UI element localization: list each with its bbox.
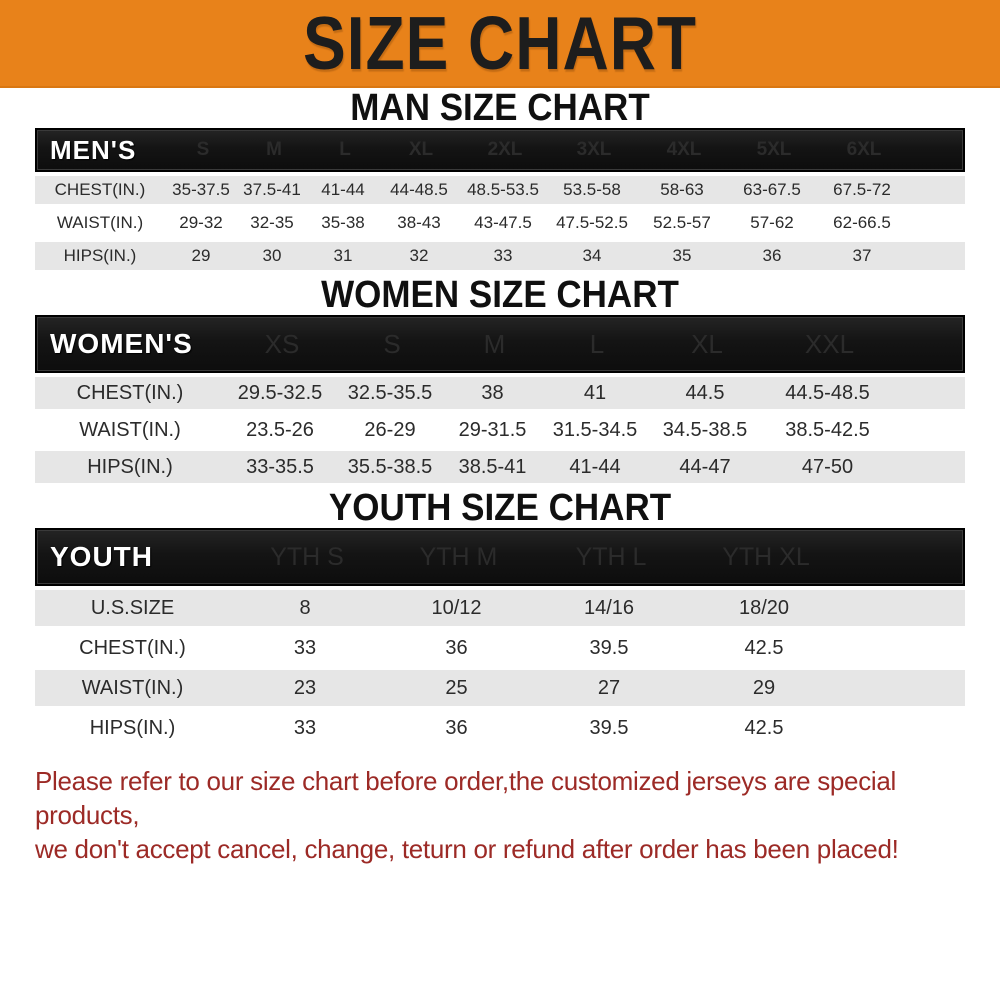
men-section-heading: MAN SIZE CHART: [350, 86, 650, 129]
women-size-section: [0, 275, 1000, 488]
youth-size-table: [35, 528, 965, 750]
banner-title: SIZE CHART: [303, 0, 697, 86]
row-label-cell: U.S.SIZE: [90, 596, 175, 619]
women-section-heading: WOMEN SIZE CHART: [321, 273, 679, 316]
size-value-cell: 41-44: [569, 455, 621, 478]
size-value-cell: 48.5-53.5: [467, 180, 539, 199]
size-value-cell: 43-47.5: [474, 213, 532, 232]
size-value-cell: 32-35: [250, 213, 294, 232]
size-column-header: XL: [408, 139, 434, 160]
size-value-cell: 27: [597, 676, 621, 699]
size-value-cell: 44-47: [679, 455, 731, 478]
table-row: [35, 451, 965, 483]
table-row: [35, 377, 965, 409]
size-value-cell: 33: [493, 246, 513, 265]
size-value-cell: 8: [299, 596, 311, 619]
table-header-row: [35, 128, 965, 172]
size-chart-banner: [0, 0, 1000, 88]
youth-section-heading: YOUTH SIZE CHART: [328, 486, 672, 529]
size-value-cell: 33: [293, 716, 317, 739]
order-notice: [35, 764, 982, 866]
row-label-cell: CHEST(IN.): [54, 180, 146, 199]
size-value-cell: 29: [752, 676, 776, 699]
size-column-header: XXL: [804, 328, 855, 359]
size-column-header: L: [589, 328, 605, 359]
size-value-cell: 35: [672, 246, 692, 265]
size-value-cell: 44.5-48.5: [785, 381, 870, 404]
size-value-cell: 35-38: [321, 213, 365, 232]
size-value-cell: 39.5: [589, 716, 629, 739]
size-value-cell: 42.5: [744, 716, 784, 739]
size-value-cell: 44-48.5: [390, 180, 448, 199]
men-size-section: [0, 88, 1000, 275]
size-value-cell: 29-31.5: [458, 418, 527, 441]
size-value-cell: 25: [445, 676, 468, 699]
size-column-header: L: [339, 139, 351, 160]
size-value-cell: 62-66.5: [833, 213, 891, 232]
size-column-header: S: [383, 328, 401, 359]
row-label-cell: HIPS(IN.): [87, 455, 173, 478]
row-label-cell: CHEST(IN.): [79, 636, 186, 659]
size-value-cell: 38: [481, 381, 504, 404]
size-column-header: M: [483, 328, 506, 359]
size-value-cell: 31.5-34.5: [552, 418, 638, 441]
size-value-cell: 38.5-42.5: [785, 418, 870, 441]
size-column-header: XL: [691, 328, 723, 359]
table-row: [35, 242, 965, 270]
size-value-cell: 37.5-41: [243, 180, 301, 199]
table-body: [35, 377, 965, 488]
size-value-cell: 47-50: [801, 455, 854, 478]
size-value-cell: 52.5-57: [653, 213, 711, 232]
size-value-cell: 29: [191, 246, 211, 265]
size-value-cell: 44.5: [685, 381, 725, 404]
size-value-cell: 26-29: [364, 418, 416, 441]
table-row: [35, 670, 965, 706]
size-column-header: YTH L: [575, 542, 647, 571]
size-column-header: S: [196, 139, 210, 160]
row-label-cell: HIPS(IN.): [63, 246, 137, 265]
size-value-cell: 36: [762, 246, 782, 265]
size-column-header: YTH M: [419, 542, 498, 571]
size-value-cell: 36: [445, 636, 468, 659]
size-value-cell: 10/12: [431, 596, 482, 619]
size-value-cell: 32.5-35.5: [347, 381, 433, 404]
size-value-cell: 47.5-52.5: [556, 213, 628, 232]
size-value-cell: 41: [583, 381, 607, 404]
table-row: [35, 590, 965, 626]
row-label-cell: HIPS(IN.): [89, 716, 176, 739]
size-value-cell: 35-37.5: [172, 180, 230, 199]
size-value-cell: 31: [333, 246, 353, 265]
size-value-cell: 23.5-26: [246, 418, 314, 441]
size-column-header: 6XL: [846, 139, 882, 160]
table-header-label: MEN'S: [50, 134, 137, 165]
men-size-table: [35, 128, 965, 275]
size-value-cell: 29-32: [179, 213, 223, 232]
size-value-cell: 53.5-58: [563, 180, 621, 199]
table-header-label: YOUTH: [50, 541, 153, 572]
table-body: [35, 176, 965, 275]
size-value-cell: 33: [293, 636, 317, 659]
size-value-cell: 32: [409, 246, 429, 265]
table-row: [35, 710, 965, 746]
table-header-row: [35, 315, 965, 373]
women-size-table: [35, 315, 965, 488]
table-header-row: [35, 528, 965, 586]
size-value-cell: 18/20: [738, 596, 790, 619]
size-value-cell: 38-43: [397, 213, 441, 232]
size-value-cell: 41-44: [321, 180, 365, 199]
size-value-cell: 34.5-38.5: [662, 418, 748, 441]
table-row: [35, 176, 965, 204]
size-value-cell: 42.5: [744, 636, 784, 659]
size-value-cell: 36: [445, 716, 468, 739]
size-value-cell: 34: [582, 246, 602, 265]
size-value-cell: 58-63: [660, 180, 704, 199]
order-notice-line-2: we don't accept cancel, change, teturn or refund after order has been placed!: [35, 834, 899, 864]
table-body: [35, 590, 965, 750]
size-column-header: 5XL: [756, 139, 792, 160]
size-value-cell: 35.5-38.5: [347, 455, 433, 478]
size-column-header: 2XL: [487, 139, 523, 160]
row-label-cell: WAIST(IN.): [81, 676, 184, 699]
youth-size-section: [0, 488, 1000, 750]
size-column-header: XS: [264, 328, 300, 359]
size-value-cell: 23: [293, 676, 317, 699]
table-row: [35, 209, 965, 237]
size-value-cell: 37: [852, 246, 872, 265]
size-value-cell: 33-35.5: [246, 455, 314, 478]
size-column-header: YTH S: [270, 542, 344, 571]
size-value-cell: 14/16: [583, 596, 635, 619]
size-column-header: 3XL: [576, 139, 612, 160]
size-value-cell: 30: [262, 246, 282, 265]
row-label-cell: WAIST(IN.): [56, 213, 144, 232]
size-column-header: YTH XL: [722, 542, 810, 571]
table-row: [35, 630, 965, 666]
size-value-cell: 38.5-41: [458, 455, 527, 478]
size-value-cell: 39.5: [589, 636, 629, 659]
table-header-label: WOMEN'S: [50, 328, 193, 359]
size-value-cell: 57-62: [750, 213, 794, 232]
size-value-cell: 29.5-32.5: [237, 381, 323, 404]
row-label-cell: WAIST(IN.): [79, 418, 181, 441]
table-row: [35, 414, 965, 446]
size-value-cell: 67.5-72: [833, 180, 891, 199]
order-notice-line-1: Please refer to our size chart before order,the customized jerseys are special products,: [35, 766, 897, 830]
size-value-cell: 63-67.5: [743, 180, 801, 199]
size-column-header: M: [266, 139, 282, 160]
size-column-header: 4XL: [666, 139, 702, 160]
row-label-cell: CHEST(IN.): [76, 381, 184, 404]
